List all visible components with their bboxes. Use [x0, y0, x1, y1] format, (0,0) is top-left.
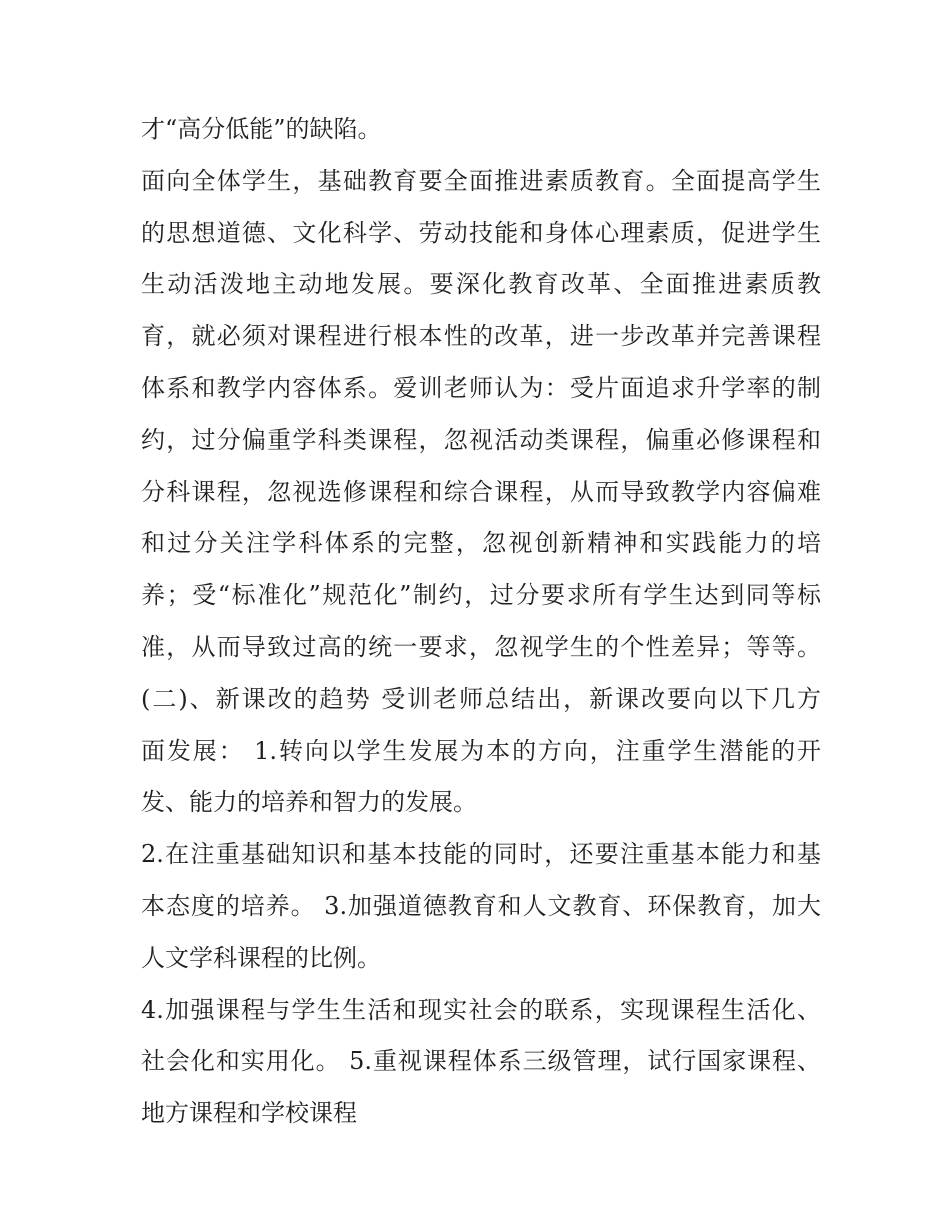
text-line: 养；受“标准化”规范化”制约，过分要求所有学生达到同等标: [141, 581, 821, 610]
text-line: 和过分关注学科体系的完整，忽视创新精神和实践能力的培: [141, 529, 821, 558]
text-line: 社会化和实用化。 5.重视课程体系三级管理，试行国家课程、: [141, 1047, 821, 1076]
text-line: 育，就必须对课程进行根本性的改革，进一步改革并完善课程: [141, 322, 821, 351]
text-line: 生动活泼地主动地发展。要深化教育改革、全面推进素质教: [141, 270, 821, 299]
text-line: 本态度的培养。 3.加强道德教育和人文教育、环保教育，加大: [141, 891, 821, 920]
document-body: [141, 104, 821, 1140]
text-line: 的思想道德、文化科学、劳动技能和身体心理素质，促进学生: [141, 218, 821, 247]
text-line: 准，从而导致过高的统一要求，忽视学生的个性差异；等等。: [141, 632, 821, 661]
text-line: 分科课程，忽视选修课程和综合课程，从而导致教学内容偏难: [141, 477, 821, 506]
text-line: 地方课程和学校课程: [141, 1099, 357, 1128]
text-line: 面向全体学生，基础教育要全面推进素质教育。全面提高学生: [141, 166, 821, 195]
text-line: 约，过分偏重学科类课程，忽视活动类课程，偏重必修课程和: [141, 425, 821, 454]
text-line: 4.加强课程与学生生活和现实社会的联系，实现课程生活化、: [141, 995, 821, 1024]
text-line: 面发展： 1.转向以学生发展为本的方向，注重学生潜能的开: [141, 736, 821, 765]
text-line: 体系和教学内容体系。爱训老师认为：受片面追求升学率的制: [141, 373, 821, 402]
text-line: 2.在注重基础知识和基本技能的同时，还要注重基本能力和基: [141, 840, 821, 869]
text-line: (二)、新课改的趋势 受训老师总结出，新课改要向以下几方: [141, 684, 821, 713]
text-line: 才“高分低能”的缺陷。: [141, 115, 382, 143]
text-line: 发、能力的培养和智力的发展。: [141, 788, 477, 817]
text-line: 人文学科课程的比例。: [141, 943, 381, 972]
